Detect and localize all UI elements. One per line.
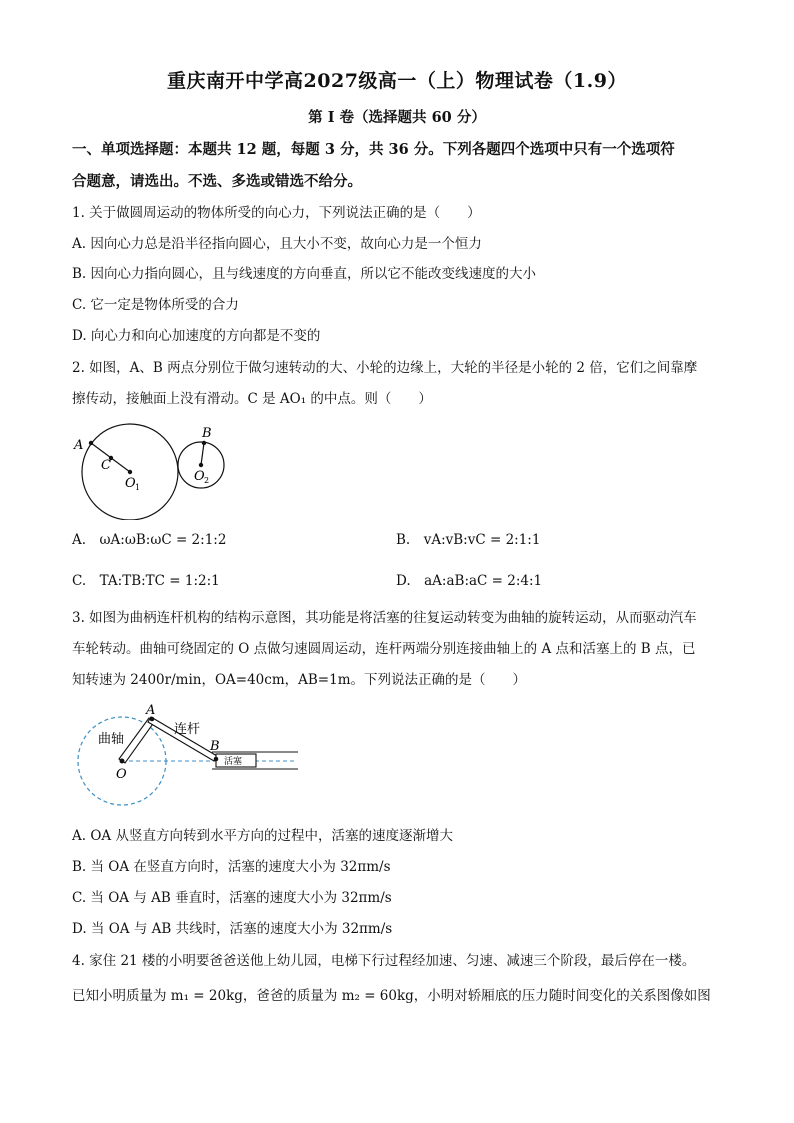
q2-wheels-figure — [70, 420, 240, 520]
page-title: 重庆南开中学高2027级高一（上）物理试卷（1.9） — [167, 70, 627, 92]
point-a — [89, 441, 93, 445]
q3-option-b: B. 当 OA 在竖直方向时，活塞的速度大小为 32πm/s — [72, 859, 391, 875]
label-o: O — [116, 767, 127, 782]
q2-option-b: B. vA:vB:vC = 2:1:1 — [396, 532, 541, 548]
label-o1-sub: 1 — [135, 483, 141, 492]
q3-option-d: D. 当 OA 与 AB 共线时，活塞的速度大小为 32πm/s — [72, 921, 393, 937]
point-b — [214, 757, 219, 762]
label-a: A — [74, 438, 84, 453]
q3-option-c: C. 当 OA 与 AB 垂直时，活塞的速度大小为 32πm/s — [72, 890, 392, 906]
q4-stem-line2: 已知小明质量为 m₁ = 20kg，爸爸的质量为 m₂ = 60kg，小明对轿厢底的压力随时间变化的关系图像如图 — [72, 988, 711, 1004]
label-o2: O — [194, 469, 205, 484]
q1-option-a: A. 因向心力总是沿半径指向圆心，且大小不变，故向心力是一个恒力 — [72, 236, 482, 252]
q3-stem-line1: 3. 如图为曲柄连杆机构的结构示意图，其功能是将活塞的往复运动转变为曲轴的旋转运动，从而驱动汽车 — [72, 610, 697, 626]
q3-stem-line3: 知转速为 2400r/min，OA=40cm，AB=1m。下列说法正确的是（ ） — [72, 672, 527, 688]
point-o — [120, 759, 125, 764]
q2-stem-line1: 2. 如图，A、B 两点分别位于做匀速转动的大、小轮的边缘上，大轮的半径是小轮的 2 倍，它们之间靠摩 — [72, 360, 698, 376]
label-b: B — [202, 426, 212, 441]
section-heading-line1: 一、单项选择题：本题共 12 题，每题 3 分，共 36 分。下列各题四个选项中只有一个选项符 — [72, 141, 675, 158]
q1-stem: 1. 关于做圆周运动的物体所受的向心力，下列说法正确的是（ ） — [72, 205, 481, 221]
q3-crank-figure — [72, 700, 312, 815]
q3-option-a: A. OA 从竖直方向转到水平方向的过程中，活塞的速度逐渐增大 — [72, 828, 453, 844]
radius-bo2 — [201, 443, 204, 465]
label-crank: 曲轴 — [98, 732, 125, 747]
label-c: C — [101, 458, 111, 473]
point-o2 — [199, 463, 203, 467]
q2-stem-line2: 擦传动，接触面上没有滑动。C 是 AO₁ 的中点。则（ ） — [72, 391, 432, 407]
q1-option-d: D. 向心力和向心加速度的方向都是不变的 — [72, 328, 321, 344]
page-subtitle: 第 I 卷（选择题共 60 分） — [308, 109, 486, 126]
q1-option-c: C. 它一定是物体所受的合力 — [72, 297, 239, 313]
label-o2-sub: 2 — [204, 476, 210, 485]
label-b: B — [210, 739, 220, 754]
q4-stem-line1: 4. 家住 21 楼的小明要爸爸送他上幼儿园，电梯下行过程经加速、匀速、减速三个阶段，最后停在一楼。 — [72, 953, 696, 969]
label-rod: 连杆 — [174, 722, 201, 737]
label-o1: O — [125, 476, 136, 491]
q2-option-d: D. aA:aB:aC = 2:4:1 — [396, 573, 543, 589]
section-heading-line2: 合题意，请选出。不选、多选或错选不给分。 — [72, 173, 362, 190]
point-b — [202, 441, 206, 445]
q3-stem-line2: 车轮转动。曲轴可绕固定的 O 点做匀速圆周运动，连杆两端分别连接曲轴上的 A 点和活塞上的 B 点，已 — [72, 641, 696, 657]
q2-option-a: A. ωA:ωB:ωC = 2:1:2 — [72, 532, 227, 548]
label-piston: 活塞 — [224, 757, 243, 767]
label-a: A — [146, 703, 156, 718]
crank-arm — [119, 718, 155, 763]
point-o1 — [128, 470, 132, 474]
q2-option-c: C. TA:TB:TC = 1:2:1 — [72, 573, 220, 589]
q1-option-b: B. 因向心力指向圆心，且与线速度的方向垂直，所以它不能改变线速度的大小 — [72, 266, 537, 282]
